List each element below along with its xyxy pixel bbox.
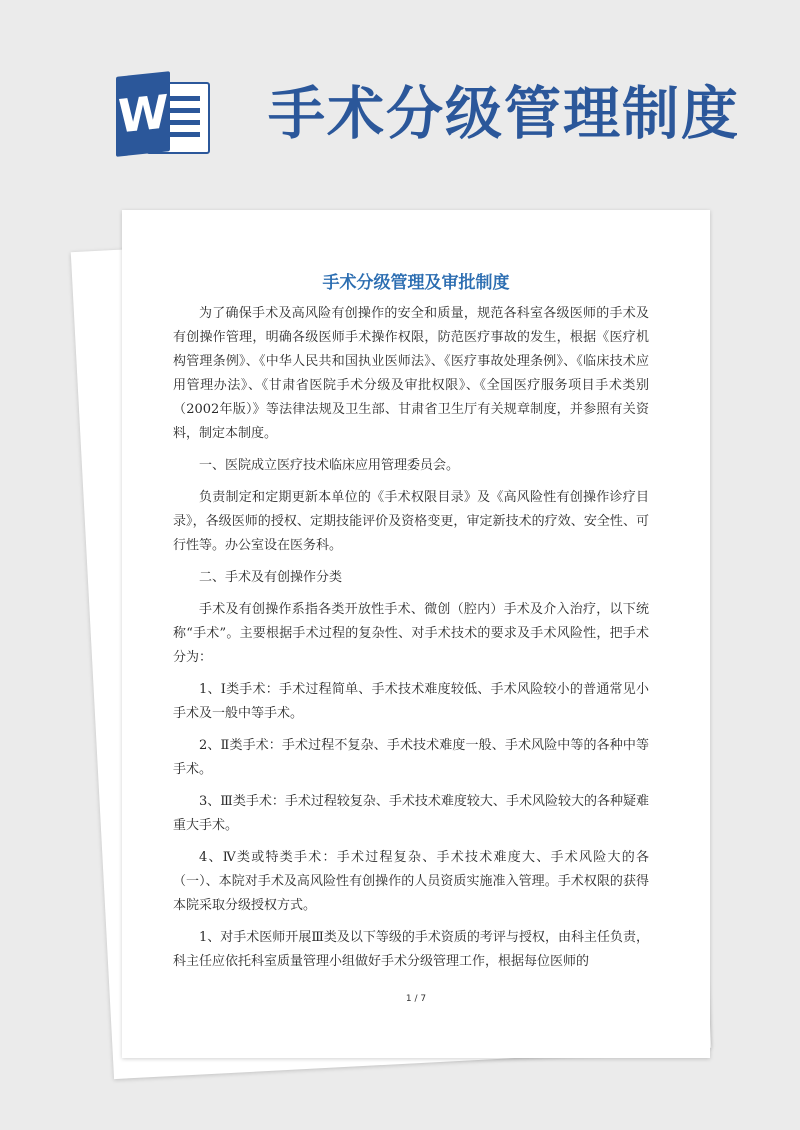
document-title: 手术分级管理及审批制度 (322, 273, 510, 293)
list-item: 4、Ⅳ类或特类手术：手术过程复杂、手术技术难度大、手术风险大的各（一）、本院对手术及高风险性有创操作的人员资质实施准入管理。手术权限的获得本院采取分级授权方式。 (173, 850, 649, 913)
list-item: 1、Ⅰ类手术：手术过程简单、手术技术难度较低、手术风险较小的普通常见小手术及一般中等手术。 (173, 682, 649, 721)
paragraph: 负责制定和定期更新本单位的《手术权限目录》及《高风险性有创操作诊疗目录》，各级医师的授权、定期技能评价及资格变更，审定新技术的疗效、安全性、可行性等。办公室设在医务科。 (173, 490, 649, 553)
list-item: 1、对手术医师开展Ⅲ类及以下等级的手术资质的考评与授权，由科主任负责，科主任应依托科室质量管理小组做好手术分级管理工作，根据每位医师的 (173, 930, 649, 969)
document-page (122, 210, 710, 1058)
word-icon-letter: W (116, 71, 170, 157)
section-heading: 一、医院成立医疗技术临床应用管理委员会。 (199, 458, 460, 473)
page-title: 手术分级管理制度 (268, 81, 740, 147)
section-heading: 二、手术及有创操作分类 (199, 570, 343, 585)
paragraph: 为了确保手术及高风险有创操作的安全和质量，规范各科室各级医师的手术及有创操作管理，明确各级医师手术操作权限，防范医疗事故的发生，根据《医疗机构管理条例》、《中华人民共和国执业医师法》、《医疗事故处理条例》、《临床技术应用管理办法》、《甘肃省医院手术分级及审批权限》、《全国医疗服务项目手术类别（2002年版）》等法律法规及卫生部、甘肃省卫生厅有关规章制度，并参照有关资料，制定本制度。 (173, 306, 649, 441)
document-body (173, 302, 649, 982)
paragraph: 手术及有创操作系指各类开放性手术、微创（腔内）手术及介入治疗，以下统称“手术”。主要根据手术过程的复杂性、对手术技术的要求及手术风险性，把手术分为： (173, 602, 649, 665)
header (0, 0, 800, 200)
list-item: 2、Ⅱ类手术：手术过程不复杂、手术技术难度一般、手术风险中等的各种中等手术。 (173, 738, 649, 777)
word-icon (112, 72, 216, 160)
list-item: 3、Ⅲ类手术：手术过程较复杂、手术技术难度较大、手术风险较大的各种疑难重大手术。 (173, 794, 649, 833)
page-number: 1 / 7 (405, 994, 427, 1004)
